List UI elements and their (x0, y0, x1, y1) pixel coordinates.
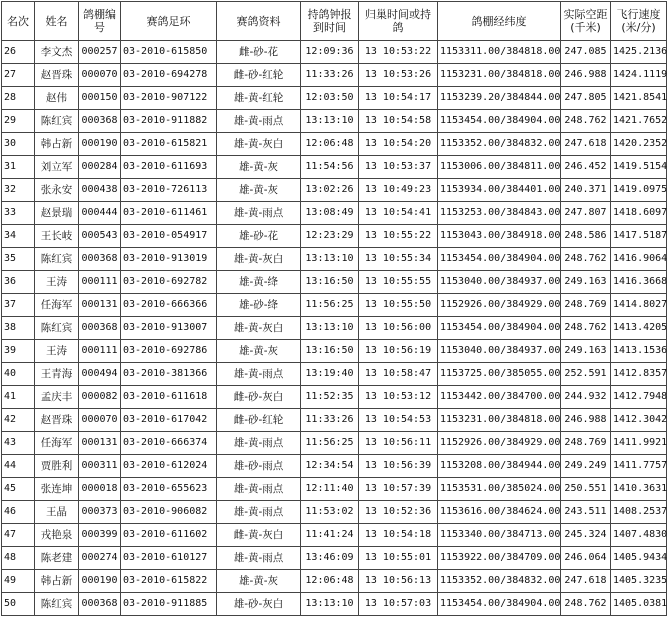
cell-speed: 1421.7652 (611, 110, 667, 133)
cell-return-time: 13 10:56:00 (359, 317, 438, 340)
cell-loft-no: 000368 (79, 110, 121, 133)
cell-rank: 45 (2, 478, 35, 501)
cell-coords: 1153340.00/384713.00 (438, 524, 561, 547)
cell-speed: 1408.2537 (611, 501, 667, 524)
cell-distance: 247.805 (561, 87, 611, 110)
cell-coords: 1153922.00/384709.00 (438, 547, 561, 570)
cell-ring: 03-2010-726113 (121, 179, 217, 202)
cell-clock-time: 13:08:49 (301, 202, 359, 225)
cell-clock-time: 12:06:48 (301, 133, 359, 156)
cell-name: 张连坤 (35, 478, 79, 501)
cell-distance: 247.807 (561, 202, 611, 225)
cell-loft-no: 000190 (79, 133, 121, 156)
cell-name: 陈红宾 (35, 110, 79, 133)
cell-rank: 26 (2, 41, 35, 64)
cell-name: 韩占新 (35, 570, 79, 593)
cell-ring: 03-2010-911885 (121, 593, 217, 616)
cell-loft-no: 000274 (79, 547, 121, 570)
cell-distance: 248.769 (561, 432, 611, 455)
cell-coords: 1153454.00/384904.00 (438, 248, 561, 271)
cell-return-time: 13 10:55:55 (359, 271, 438, 294)
cell-coords: 1153253.00/384843.00 (438, 202, 561, 225)
cell-coords: 1153239.20/384844.00 (438, 87, 561, 110)
cell-return-time: 13 10:55:01 (359, 547, 438, 570)
cell-ring: 03-2010-911882 (121, 110, 217, 133)
cell-speed: 1425.2136 (611, 41, 667, 64)
cell-rank: 49 (2, 570, 35, 593)
table-row (2, 409, 667, 432)
cell-name: 陈红宾 (35, 593, 79, 616)
cell-rank: 44 (2, 455, 35, 478)
cell-return-time: 13 10:56:13 (359, 570, 438, 593)
cell-clock-time: 11:53:02 (301, 501, 359, 524)
cell-speed: 1418.6097 (611, 202, 667, 225)
cell-clock-time: 11:41:24 (301, 524, 359, 547)
cell-loft-no: 000150 (79, 87, 121, 110)
cell-loft-no: 000311 (79, 455, 121, 478)
cell-clock-time: 12:34:54 (301, 455, 359, 478)
cell-name: 贾胜利 (35, 455, 79, 478)
table-row (2, 179, 667, 202)
cell-clock-time: 13:02:26 (301, 179, 359, 202)
header-info: 赛鸽资料 (217, 2, 301, 41)
cell-name: 任海军 (35, 294, 79, 317)
cell-coords: 1153231.00/384818.00 (438, 64, 561, 87)
table-header-row (2, 2, 667, 41)
cell-ring: 03-2010-612024 (121, 455, 217, 478)
cell-ring: 03-2010-907122 (121, 87, 217, 110)
cell-info: 雄-砂-花 (217, 225, 301, 248)
cell-rank: 42 (2, 409, 35, 432)
cell-ring: 03-2010-666366 (121, 294, 217, 317)
cell-return-time: 13 10:53:37 (359, 156, 438, 179)
cell-ring: 03-2010-617042 (121, 409, 217, 432)
cell-loft-no: 000373 (79, 501, 121, 524)
cell-rank: 35 (2, 248, 35, 271)
cell-loft-no: 000111 (79, 340, 121, 363)
table-row (2, 225, 667, 248)
cell-distance: 250.551 (561, 478, 611, 501)
cell-rank: 38 (2, 317, 35, 340)
cell-name: 孟庆丰 (35, 386, 79, 409)
cell-rank: 37 (2, 294, 35, 317)
cell-coords: 1153311.00/384818.00 (438, 41, 561, 64)
cell-speed: 1412.8357 (611, 363, 667, 386)
header-name: 姓名 (35, 2, 79, 41)
cell-clock-time: 13:46:09 (301, 547, 359, 570)
cell-coords: 1153454.00/384904.00 (438, 110, 561, 133)
cell-speed: 1421.8541 (611, 87, 667, 110)
cell-name: 戎艳泉 (35, 524, 79, 547)
cell-loft-no: 000438 (79, 179, 121, 202)
cell-clock-time: 13:13:10 (301, 110, 359, 133)
cell-return-time: 13 10:56:11 (359, 432, 438, 455)
cell-speed: 1405.3235 (611, 570, 667, 593)
cell-speed: 1407.4830 (611, 524, 667, 547)
cell-ring: 03-2010-381366 (121, 363, 217, 386)
table-body (2, 41, 667, 616)
cell-speed: 1410.3631 (611, 478, 667, 501)
cell-clock-time: 13:19:40 (301, 363, 359, 386)
cell-loft-no: 000257 (79, 41, 121, 64)
cell-return-time: 13 10:54:58 (359, 110, 438, 133)
cell-distance: 248.762 (561, 110, 611, 133)
cell-coords: 1153208.00/384944.00 (438, 455, 561, 478)
cell-clock-time: 12:03:50 (301, 87, 359, 110)
cell-speed: 1413.1536 (611, 340, 667, 363)
cell-info: 雌-砂-灰白 (217, 386, 301, 409)
cell-clock-time: 12:09:36 (301, 41, 359, 64)
table-row (2, 501, 667, 524)
cell-speed: 1416.9064 (611, 248, 667, 271)
table-row (2, 271, 667, 294)
table-row (2, 248, 667, 271)
table-row (2, 294, 667, 317)
cell-rank: 47 (2, 524, 35, 547)
cell-speed: 1424.1119 (611, 64, 667, 87)
cell-loft-no: 000070 (79, 64, 121, 87)
cell-name: 王长岐 (35, 225, 79, 248)
cell-rank: 33 (2, 202, 35, 225)
cell-distance: 248.586 (561, 225, 611, 248)
cell-rank: 48 (2, 547, 35, 570)
cell-return-time: 13 10:56:19 (359, 340, 438, 363)
table-row (2, 41, 667, 64)
cell-info: 雄-砂-绛 (217, 294, 301, 317)
cell-ring: 03-2010-610127 (121, 547, 217, 570)
cell-name: 王涛 (35, 271, 79, 294)
cell-info: 雌-黄-灰白 (217, 524, 301, 547)
cell-speed: 1405.9434 (611, 547, 667, 570)
cell-name: 任海军 (35, 432, 79, 455)
cell-loft-no: 000190 (79, 570, 121, 593)
cell-name: 赵伟 (35, 87, 79, 110)
cell-coords: 1153352.00/384832.00 (438, 570, 561, 593)
cell-name: 张永安 (35, 179, 79, 202)
cell-clock-time: 12:23:29 (301, 225, 359, 248)
cell-speed: 1419.5154 (611, 156, 667, 179)
cell-speed: 1413.4205 (611, 317, 667, 340)
cell-info: 雄-黄-雨点 (217, 547, 301, 570)
cell-rank: 31 (2, 156, 35, 179)
cell-coords: 1153454.00/384904.00 (438, 593, 561, 616)
cell-ring: 03-2010-611618 (121, 386, 217, 409)
cell-distance: 252.591 (561, 363, 611, 386)
cell-info: 雌-砂-红轮 (217, 409, 301, 432)
cell-rank: 41 (2, 386, 35, 409)
cell-return-time: 13 10:49:23 (359, 179, 438, 202)
table-row (2, 455, 667, 478)
cell-distance: 247.618 (561, 570, 611, 593)
cell-return-time: 13 10:55:50 (359, 294, 438, 317)
cell-name: 王涛 (35, 340, 79, 363)
cell-speed: 1416.3668 (611, 271, 667, 294)
cell-loft-no: 000284 (79, 156, 121, 179)
cell-name: 韩占新 (35, 133, 79, 156)
cell-name: 陈红宾 (35, 317, 79, 340)
cell-rank: 46 (2, 501, 35, 524)
cell-rank: 30 (2, 133, 35, 156)
table-row (2, 593, 667, 616)
cell-distance: 243.511 (561, 501, 611, 524)
cell-coords: 1153352.00/384832.00 (438, 133, 561, 156)
header-loft-no: 鸽棚编号 (79, 2, 121, 41)
cell-info: 雌-砂-红轮 (217, 64, 301, 87)
cell-return-time: 13 10:52:36 (359, 501, 438, 524)
cell-ring: 03-2010-692782 (121, 271, 217, 294)
cell-clock-time: 11:54:56 (301, 156, 359, 179)
cell-return-time: 13 10:54:18 (359, 524, 438, 547)
cell-speed: 1412.7948 (611, 386, 667, 409)
cell-name: 李文杰 (35, 41, 79, 64)
cell-ring: 03-2010-906082 (121, 501, 217, 524)
cell-coords: 1153231.00/384818.00 (438, 409, 561, 432)
cell-name: 陈红宾 (35, 248, 79, 271)
cell-rank: 50 (2, 593, 35, 616)
cell-return-time: 13 10:53:22 (359, 41, 438, 64)
cell-distance: 249.249 (561, 455, 611, 478)
cell-loft-no: 000368 (79, 317, 121, 340)
cell-clock-time: 11:33:26 (301, 409, 359, 432)
table-row (2, 156, 667, 179)
cell-loft-no: 000070 (79, 409, 121, 432)
cell-rank: 29 (2, 110, 35, 133)
cell-distance: 244.932 (561, 386, 611, 409)
cell-rank: 34 (2, 225, 35, 248)
cell-clock-time: 13:13:10 (301, 317, 359, 340)
cell-info: 雄-黄-灰白 (217, 248, 301, 271)
cell-speed: 1412.3042 (611, 409, 667, 432)
header-coords: 鸽棚经纬度 (438, 2, 561, 41)
cell-distance: 246.452 (561, 156, 611, 179)
table-row (2, 64, 667, 87)
cell-speed: 1411.7757 (611, 455, 667, 478)
cell-distance: 247.085 (561, 41, 611, 64)
cell-coords: 1153454.00/384904.00 (438, 317, 561, 340)
cell-ring: 03-2010-611693 (121, 156, 217, 179)
cell-info: 雄-黄-绛 (217, 271, 301, 294)
table-row (2, 478, 667, 501)
cell-rank: 43 (2, 432, 35, 455)
table-row (2, 432, 667, 455)
header-return-time: 归巢时间或持鸽 (359, 2, 438, 41)
header-ring: 赛鸽足环 (121, 2, 217, 41)
cell-clock-time: 13:16:50 (301, 271, 359, 294)
cell-rank: 27 (2, 64, 35, 87)
cell-ring: 03-2010-694278 (121, 64, 217, 87)
table-row (2, 386, 667, 409)
cell-ring: 03-2010-655623 (121, 478, 217, 501)
cell-distance: 245.324 (561, 524, 611, 547)
cell-ring: 03-2010-615850 (121, 41, 217, 64)
cell-coords: 1152926.00/384929.00 (438, 294, 561, 317)
header-clock-time: 持鸽钟报到时间 (301, 2, 359, 41)
table-row (2, 524, 667, 547)
table-row (2, 317, 667, 340)
cell-loft-no: 000444 (79, 202, 121, 225)
cell-clock-time: 12:06:48 (301, 570, 359, 593)
cell-name: 王青海 (35, 363, 79, 386)
cell-rank: 32 (2, 179, 35, 202)
cell-info: 雄-黄-雨点 (217, 110, 301, 133)
cell-coords: 1153040.00/384937.00 (438, 271, 561, 294)
cell-info: 雄-黄-雨点 (217, 432, 301, 455)
cell-return-time: 13 10:54:17 (359, 87, 438, 110)
cell-ring: 03-2010-913007 (121, 317, 217, 340)
cell-speed: 1417.5187 (611, 225, 667, 248)
cell-distance: 246.988 (561, 64, 611, 87)
cell-distance: 248.762 (561, 593, 611, 616)
cell-loft-no: 000399 (79, 524, 121, 547)
cell-loft-no: 000368 (79, 593, 121, 616)
cell-info: 雄-黄-灰白 (217, 317, 301, 340)
cell-info: 雄-砂-雨点 (217, 455, 301, 478)
cell-coords: 1152926.00/384929.00 (438, 432, 561, 455)
cell-return-time: 13 10:54:20 (359, 133, 438, 156)
cell-return-time: 13 10:53:26 (359, 64, 438, 87)
cell-info: 雄-黄-雨点 (217, 501, 301, 524)
cell-return-time: 13 10:56:39 (359, 455, 438, 478)
cell-loft-no: 000111 (79, 271, 121, 294)
cell-speed: 1411.9921 (611, 432, 667, 455)
cell-rank: 39 (2, 340, 35, 363)
cell-name: 陈老建 (35, 547, 79, 570)
cell-rank: 36 (2, 271, 35, 294)
cell-distance: 246.064 (561, 547, 611, 570)
cell-distance: 249.163 (561, 340, 611, 363)
cell-return-time: 13 10:57:03 (359, 593, 438, 616)
cell-distance: 246.988 (561, 409, 611, 432)
cell-info: 雄-黄-雨点 (217, 478, 301, 501)
cell-return-time: 13 10:57:39 (359, 478, 438, 501)
cell-clock-time: 13:13:10 (301, 593, 359, 616)
table-row (2, 87, 667, 110)
cell-info: 雄-黄-灰白 (217, 133, 301, 156)
cell-clock-time: 13:13:10 (301, 248, 359, 271)
cell-ring: 03-2010-913019 (121, 248, 217, 271)
table-row (2, 570, 667, 593)
cell-clock-time: 13:16:50 (301, 340, 359, 363)
cell-return-time: 13 10:55:34 (359, 248, 438, 271)
cell-coords: 1153725.00/385055.00 (438, 363, 561, 386)
cell-distance: 248.762 (561, 317, 611, 340)
cell-info: 雄-黄-雨点 (217, 363, 301, 386)
cell-return-time: 13 10:54:53 (359, 409, 438, 432)
cell-coords: 1153616.00/384624.00 (438, 501, 561, 524)
table-row (2, 340, 667, 363)
cell-name: 刘立军 (35, 156, 79, 179)
cell-info: 雄-黄-红轮 (217, 87, 301, 110)
cell-speed: 1414.8027 (611, 294, 667, 317)
cell-distance: 248.762 (561, 248, 611, 271)
cell-clock-time: 11:33:26 (301, 64, 359, 87)
cell-info: 雄-黄-灰 (217, 179, 301, 202)
cell-loft-no: 000018 (79, 478, 121, 501)
header-speed: 飞行速度(米/分) (611, 2, 667, 41)
cell-ring: 03-2010-611461 (121, 202, 217, 225)
cell-ring: 03-2010-615821 (121, 133, 217, 156)
cell-speed: 1405.0381 (611, 593, 667, 616)
cell-info: 雄-黄-灰 (217, 340, 301, 363)
cell-distance: 247.618 (561, 133, 611, 156)
cell-name: 赵景瑞 (35, 202, 79, 225)
cell-loft-no: 000494 (79, 363, 121, 386)
cell-return-time: 13 10:55:22 (359, 225, 438, 248)
cell-name: 王晶 (35, 501, 79, 524)
header-distance: 实际空距(千米) (561, 2, 611, 41)
cell-return-time: 13 10:54:41 (359, 202, 438, 225)
cell-info: 雌-砂-花 (217, 41, 301, 64)
cell-speed: 1420.2352 (611, 133, 667, 156)
cell-coords: 1153442.00/384700.00 (438, 386, 561, 409)
cell-loft-no: 000368 (79, 248, 121, 271)
cell-info: 雄-黄-灰 (217, 570, 301, 593)
table-row (2, 363, 667, 386)
cell-loft-no: 000082 (79, 386, 121, 409)
cell-ring: 03-2010-666374 (121, 432, 217, 455)
cell-loft-no: 000543 (79, 225, 121, 248)
cell-info: 雄-黄-灰 (217, 156, 301, 179)
cell-clock-time: 11:56:25 (301, 294, 359, 317)
cell-rank: 28 (2, 87, 35, 110)
cell-info: 雄-砂-灰白 (217, 593, 301, 616)
header-rank: 名次 (2, 2, 35, 41)
cell-return-time: 13 10:58:47 (359, 363, 438, 386)
table-row (2, 133, 667, 156)
cell-loft-no: 000131 (79, 432, 121, 455)
table-row (2, 202, 667, 225)
cell-clock-time: 11:52:35 (301, 386, 359, 409)
cell-return-time: 13 10:53:12 (359, 386, 438, 409)
race-results-table (1, 1, 667, 616)
cell-distance: 249.163 (561, 271, 611, 294)
cell-clock-time: 11:56:25 (301, 432, 359, 455)
cell-name: 赵晋珠 (35, 409, 79, 432)
cell-coords: 1153043.00/384918.00 (438, 225, 561, 248)
cell-ring: 03-2010-615822 (121, 570, 217, 593)
cell-clock-time: 12:11:40 (301, 478, 359, 501)
cell-ring: 03-2010-611602 (121, 524, 217, 547)
cell-coords: 1153006.00/384811.00 (438, 156, 561, 179)
cell-coords: 1153934.00/384401.00 (438, 179, 561, 202)
cell-speed: 1419.0975 (611, 179, 667, 202)
cell-rank: 40 (2, 363, 35, 386)
cell-coords: 1153531.00/385024.00 (438, 478, 561, 501)
cell-distance: 248.769 (561, 294, 611, 317)
cell-name: 赵晋珠 (35, 64, 79, 87)
cell-distance: 240.371 (561, 179, 611, 202)
cell-ring: 03-2010-054917 (121, 225, 217, 248)
cell-loft-no: 000131 (79, 294, 121, 317)
table-row (2, 110, 667, 133)
cell-coords: 1153040.00/384937.00 (438, 340, 561, 363)
cell-ring: 03-2010-692786 (121, 340, 217, 363)
table-row (2, 547, 667, 570)
cell-info: 雄-黄-雨点 (217, 202, 301, 225)
